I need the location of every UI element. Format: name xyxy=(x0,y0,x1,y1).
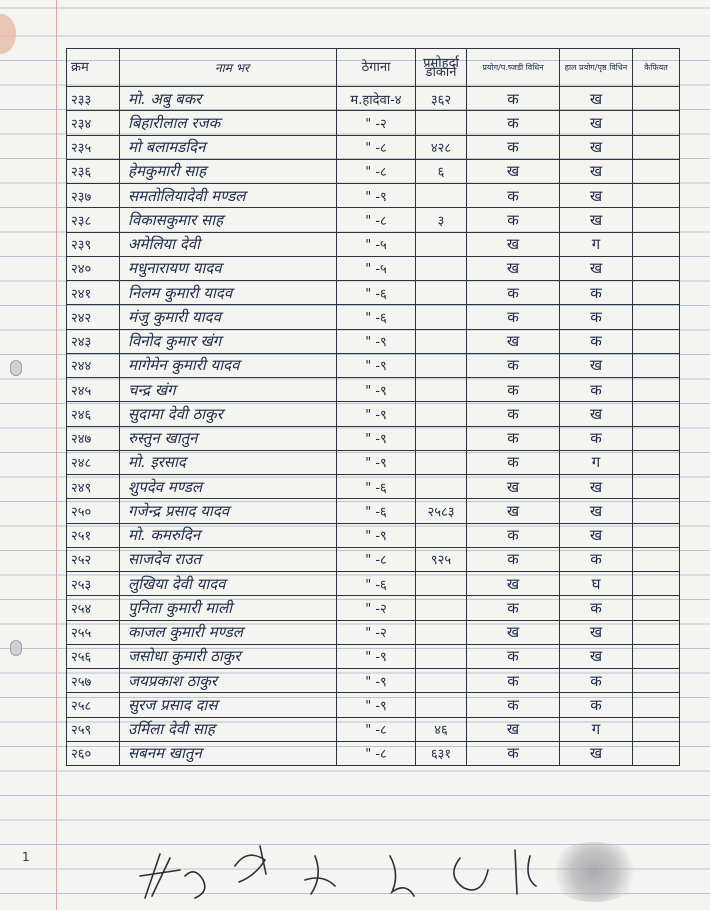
cell-survey: ४६ xyxy=(416,717,467,741)
cell-survey xyxy=(416,378,467,402)
cell-current: ग xyxy=(560,232,633,256)
cell-name: मागेमेन कुमारी यादव xyxy=(120,353,337,377)
cell-category: ख xyxy=(467,256,560,280)
cell-serial: २४० xyxy=(67,256,120,280)
cell-current: क xyxy=(560,281,633,305)
cell-address: " -९ xyxy=(337,523,416,547)
cell-survey: ६३१ xyxy=(416,741,467,765)
cell-address: " -८ xyxy=(337,547,416,571)
cell-category: ख xyxy=(467,499,560,523)
cell-name: जयप्रकाश ठाकुर xyxy=(120,669,337,693)
cell-category: क xyxy=(467,547,560,571)
cell-category: क xyxy=(467,378,560,402)
header-address: ठेगाना xyxy=(337,49,416,87)
cell-category: क xyxy=(467,669,560,693)
cell-serial: २५२ xyxy=(67,547,120,571)
cell-category: ख xyxy=(467,159,560,183)
cell-survey xyxy=(416,620,467,644)
cell-remarks xyxy=(633,596,680,620)
signature-1 xyxy=(140,854,180,898)
cell-address: " -६ xyxy=(337,475,416,499)
cell-name: उर्मिला देवी साह xyxy=(120,717,337,741)
cell-current: ख xyxy=(560,135,633,159)
cell-category: ख xyxy=(467,475,560,499)
cell-serial: २३९ xyxy=(67,232,120,256)
cell-remarks xyxy=(633,184,680,208)
cell-category: ख xyxy=(467,717,560,741)
cell-category: क xyxy=(467,450,560,474)
cell-survey xyxy=(416,693,467,717)
cell-category: क xyxy=(467,87,560,111)
cell-name: सुरज प्रसाद दास xyxy=(120,693,337,717)
cell-survey: ३ xyxy=(416,208,467,232)
cell-survey xyxy=(416,111,467,135)
table-row xyxy=(67,232,680,256)
cell-serial: २४५ xyxy=(67,378,120,402)
footer-mark: 1 xyxy=(22,850,30,864)
cell-survey xyxy=(416,572,467,596)
signature-area xyxy=(60,836,660,906)
cell-survey: ४२८ xyxy=(416,135,467,159)
cell-serial: २३४ xyxy=(67,111,120,135)
cell-category: क xyxy=(467,644,560,668)
cell-address: " -९ xyxy=(337,450,416,474)
cell-address: " -९ xyxy=(337,353,416,377)
cell-remarks xyxy=(633,402,680,426)
table-row xyxy=(67,669,680,693)
cell-address: " -९ xyxy=(337,378,416,402)
cell-current: ग xyxy=(560,450,633,474)
cell-current: ख xyxy=(560,475,633,499)
thumbprint xyxy=(547,842,642,902)
cell-category: ख xyxy=(467,572,560,596)
table-row xyxy=(67,402,680,426)
cell-category: क xyxy=(467,353,560,377)
cell-category: क xyxy=(467,208,560,232)
table-row xyxy=(67,111,680,135)
margin-line xyxy=(56,0,57,910)
cell-current: क xyxy=(560,693,633,717)
cell-remarks xyxy=(633,281,680,305)
cell-address: " -६ xyxy=(337,499,416,523)
signature-6 xyxy=(454,858,488,890)
cell-category: ख xyxy=(467,620,560,644)
cell-address: " -९ xyxy=(337,669,416,693)
cell-current: क xyxy=(560,669,633,693)
table-row xyxy=(67,426,680,450)
cell-remarks xyxy=(633,111,680,135)
cell-remarks xyxy=(633,547,680,571)
cell-category: क xyxy=(467,281,560,305)
table-body xyxy=(67,87,680,766)
cell-current: क xyxy=(560,305,633,329)
cell-survey xyxy=(416,305,467,329)
cell-survey xyxy=(416,353,467,377)
signature-3 xyxy=(235,846,266,882)
cell-current: ख xyxy=(560,159,633,183)
cell-address: " -९ xyxy=(337,644,416,668)
cell-survey xyxy=(416,232,467,256)
cell-name: सबनम खातुन xyxy=(120,741,337,765)
cell-survey xyxy=(416,402,467,426)
cell-category: क xyxy=(467,402,560,426)
cell-address: " -२ xyxy=(337,596,416,620)
cell-current: ख xyxy=(560,523,633,547)
cell-current: घ xyxy=(560,572,633,596)
cell-remarks xyxy=(633,208,680,232)
cell-address: " -२ xyxy=(337,111,416,135)
cell-name: विकासकुमार साह xyxy=(120,208,337,232)
cell-current: ग xyxy=(560,717,633,741)
cell-remarks xyxy=(633,135,680,159)
cell-name: निलम कुमारी यादव xyxy=(120,281,337,305)
cell-current: क xyxy=(560,596,633,620)
table-row xyxy=(67,135,680,159)
cell-address: " -९ xyxy=(337,402,416,426)
table-header-row xyxy=(67,49,680,87)
cell-serial: २३३ xyxy=(67,87,120,111)
cell-current: क xyxy=(560,426,633,450)
table-row xyxy=(67,717,680,741)
cell-name: मो. इरसाद xyxy=(120,450,337,474)
cell-survey xyxy=(416,184,467,208)
cell-category: क xyxy=(467,426,560,450)
table-row xyxy=(67,256,680,280)
cell-remarks xyxy=(633,305,680,329)
cell-serial: २५० xyxy=(67,499,120,523)
cell-name: काजल कुमारी मण्डल xyxy=(120,620,337,644)
cell-category: क xyxy=(467,523,560,547)
cell-address: " -८ xyxy=(337,717,416,741)
table-row xyxy=(67,159,680,183)
signature-5 xyxy=(390,856,414,896)
cell-address: " -५ xyxy=(337,232,416,256)
cell-remarks xyxy=(633,450,680,474)
table-row xyxy=(67,450,680,474)
cell-remarks xyxy=(633,717,680,741)
cell-survey xyxy=(416,450,467,474)
table-row xyxy=(67,572,680,596)
table-row xyxy=(67,620,680,644)
cell-name: बिहारीलाल रजक xyxy=(120,111,337,135)
cell-remarks xyxy=(633,87,680,111)
cell-address: " -६ xyxy=(337,305,416,329)
cell-name: रुस्तुन खातुन xyxy=(120,426,337,450)
cell-current: ख xyxy=(560,208,633,232)
cell-name: मधुनारायण यादव xyxy=(120,256,337,280)
cell-name: हेमकुमारी साह xyxy=(120,159,337,183)
cell-category: क xyxy=(467,693,560,717)
cell-remarks xyxy=(633,232,680,256)
cell-current: ख xyxy=(560,620,633,644)
table-row xyxy=(67,596,680,620)
cell-survey: २५८३ xyxy=(416,499,467,523)
cell-survey: ३६२ xyxy=(416,87,467,111)
cell-category: क xyxy=(467,111,560,135)
cell-remarks xyxy=(633,572,680,596)
cell-name: समतोलियादेवी मण्डल xyxy=(120,184,337,208)
cell-address: " -६ xyxy=(337,281,416,305)
cell-address: म.हादेवा-४ xyxy=(337,87,416,111)
cell-address: " -८ xyxy=(337,159,416,183)
cell-current: ख xyxy=(560,256,633,280)
cell-current: क xyxy=(560,329,633,353)
cell-category: ख xyxy=(467,329,560,353)
cell-remarks xyxy=(633,426,680,450)
cell-survey xyxy=(416,426,467,450)
cell-current: ख xyxy=(560,87,633,111)
cell-name: सुदामा देवी ठाकुर xyxy=(120,402,337,426)
cell-current: ख xyxy=(560,644,633,668)
binder-hole xyxy=(10,360,22,376)
cell-name: पुनिता कुमारी माली xyxy=(120,596,337,620)
cell-address: " -५ xyxy=(337,256,416,280)
cell-name: अमेलिया देवी xyxy=(120,232,337,256)
header-current: हाल प्रयोग/पृष्ठ विधिन xyxy=(560,49,633,87)
cell-remarks xyxy=(633,159,680,183)
cell-remarks xyxy=(633,644,680,668)
header-survey: प्रमोहर्दा डोकार्न xyxy=(416,49,467,87)
cell-survey xyxy=(416,475,467,499)
cell-current: ख xyxy=(560,111,633,135)
cell-remarks xyxy=(633,353,680,377)
cell-address: " -८ xyxy=(337,741,416,765)
table-row xyxy=(67,184,680,208)
cell-category: क xyxy=(467,741,560,765)
cell-serial: २५७ xyxy=(67,669,120,693)
cell-serial: २४२ xyxy=(67,305,120,329)
cell-serial: २४६ xyxy=(67,402,120,426)
cell-serial: २३७ xyxy=(67,184,120,208)
table-row xyxy=(67,499,680,523)
table-row xyxy=(67,693,680,717)
cell-serial: २५९ xyxy=(67,717,120,741)
cell-name: मो बलामडदिन xyxy=(120,135,337,159)
table-row xyxy=(67,281,680,305)
cell-category: ख xyxy=(467,232,560,256)
header-serial: क्रम xyxy=(67,49,120,87)
beneficiary-table xyxy=(66,48,680,766)
table-row xyxy=(67,547,680,571)
cell-remarks xyxy=(633,741,680,765)
cell-serial: २६० xyxy=(67,741,120,765)
cell-serial: २४४ xyxy=(67,353,120,377)
cell-address: " -९ xyxy=(337,184,416,208)
cell-name: मो. अबु बकर xyxy=(120,87,337,111)
cell-survey xyxy=(416,523,467,547)
cell-category: क xyxy=(467,135,560,159)
table-row xyxy=(67,378,680,402)
cell-name: मो. कमरुदिन xyxy=(120,523,337,547)
cell-remarks xyxy=(633,378,680,402)
cell-survey xyxy=(416,256,467,280)
header-category: प्रयोग/प.ष्जडी विधिन xyxy=(467,49,560,87)
cell-category: क xyxy=(467,596,560,620)
paper-corner-stain xyxy=(0,14,16,54)
cell-address: " -९ xyxy=(337,426,416,450)
cell-current: ख xyxy=(560,499,633,523)
cell-serial: २५८ xyxy=(67,693,120,717)
cell-category: क xyxy=(467,184,560,208)
cell-name: गजेन्द्र प्रसाद यादव xyxy=(120,499,337,523)
cell-name: मंजु कुमारी यादव xyxy=(120,305,337,329)
cell-address: " -९ xyxy=(337,693,416,717)
cell-serial: २४७ xyxy=(67,426,120,450)
table-row xyxy=(67,644,680,668)
table-row xyxy=(67,741,680,765)
table-row xyxy=(67,329,680,353)
cell-serial: २४९ xyxy=(67,475,120,499)
cell-serial: २३५ xyxy=(67,135,120,159)
cell-remarks xyxy=(633,329,680,353)
table-row xyxy=(67,475,680,499)
table-row xyxy=(67,208,680,232)
cell-current: ख xyxy=(560,353,633,377)
cell-current: क xyxy=(560,378,633,402)
cell-address: " -८ xyxy=(337,208,416,232)
cell-name: चन्द्र खंग xyxy=(120,378,337,402)
cell-remarks xyxy=(633,620,680,644)
cell-name: लुखिया देवी यादव xyxy=(120,572,337,596)
table-row xyxy=(67,523,680,547)
cell-serial: २५३ xyxy=(67,572,120,596)
cell-name: विनोद कुमार खंग xyxy=(120,329,337,353)
cell-remarks xyxy=(633,256,680,280)
cell-address: " -८ xyxy=(337,135,416,159)
header-name: नाम भर xyxy=(120,49,337,87)
cell-survey: ६ xyxy=(416,159,467,183)
signature-7 xyxy=(515,850,536,894)
signature-2 xyxy=(185,872,205,898)
cell-serial: २४३ xyxy=(67,329,120,353)
cell-serial: २५५ xyxy=(67,620,120,644)
cell-serial: २५६ xyxy=(67,644,120,668)
cell-address: " -२ xyxy=(337,620,416,644)
table-row xyxy=(67,353,680,377)
cell-name: साजदेव राउत xyxy=(120,547,337,571)
table-row xyxy=(67,305,680,329)
cell-current: ख xyxy=(560,402,633,426)
signature-4 xyxy=(305,856,335,894)
cell-current: क xyxy=(560,547,633,571)
cell-category: क xyxy=(467,305,560,329)
cell-serial: २३६ xyxy=(67,159,120,183)
cell-survey xyxy=(416,281,467,305)
cell-survey xyxy=(416,596,467,620)
cell-serial: २४१ xyxy=(67,281,120,305)
cell-current: ख xyxy=(560,184,633,208)
cell-name: शुपदेव मण्डल xyxy=(120,475,337,499)
cell-current: ख xyxy=(560,741,633,765)
binder-hole xyxy=(10,640,22,656)
cell-remarks xyxy=(633,499,680,523)
cell-serial: २४८ xyxy=(67,450,120,474)
cell-remarks xyxy=(633,669,680,693)
cell-survey: ९२५ xyxy=(416,547,467,571)
cell-address: " -९ xyxy=(337,329,416,353)
cell-serial: २३८ xyxy=(67,208,120,232)
cell-survey xyxy=(416,669,467,693)
cell-address: " -६ xyxy=(337,572,416,596)
table-row xyxy=(67,87,680,111)
cell-remarks xyxy=(633,475,680,499)
cell-remarks xyxy=(633,523,680,547)
cell-serial: २५१ xyxy=(67,523,120,547)
cell-survey xyxy=(416,644,467,668)
header-remarks: कैफियत xyxy=(633,49,680,87)
cell-name: जसोधा कुमारी ठाकुर xyxy=(120,644,337,668)
cell-survey xyxy=(416,329,467,353)
cell-remarks xyxy=(633,693,680,717)
cell-serial: २५४ xyxy=(67,596,120,620)
